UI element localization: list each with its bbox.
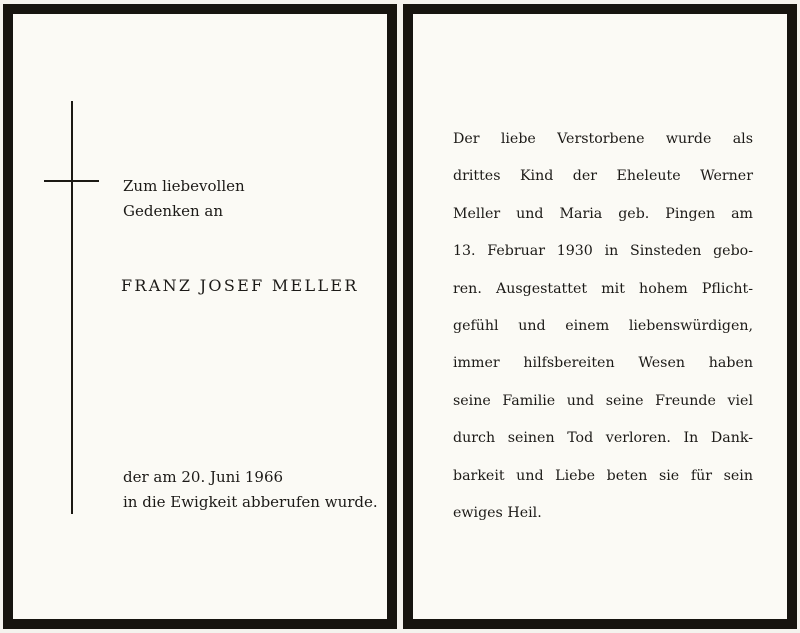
biography-line: immer hilfsbereiten Wesen haben [453,355,753,372]
biography-line: ewiges Heil. [453,504,542,521]
biography-line: durch seinen Tod verloren. In Dank- [453,430,753,447]
biography-line: drittes Kind der Eheleute Werner [453,168,753,185]
biography-line: Meller und Maria geb. Pingen am [453,205,753,222]
biography-text [453,121,753,532]
intro-line: Zum liebevollen [123,177,245,195]
death-line: der am 20. Juni 1966 [123,468,284,486]
death-notice [123,465,378,515]
biography-line: seine Familie und seine Freunde viel [453,392,753,409]
left-card-panel [3,4,397,629]
biography-line: 13. Februar 1930 in Sinsteden gebo- [453,243,753,260]
death-line: in die Ewigkeit abberufen wurde. [123,493,378,511]
cross-icon-horizontal-bar [44,180,99,182]
biography-line: ren. Ausgestattet mit hohem Pflicht- [453,280,753,297]
deceased-name: FRANZ JOSEF MELLER [121,276,359,295]
cross-icon-vertical-bar [71,101,73,514]
biography-line: barkeit und Liebe beten sie für sein [453,467,753,484]
intro-text [123,174,245,224]
biography-line: gefühl und einem liebenswürdigen, [453,317,753,334]
right-card-panel [403,4,797,629]
intro-line: Gedenken an [123,202,223,220]
biography-line: Der liebe Verstorbene wurde als [453,131,753,147]
